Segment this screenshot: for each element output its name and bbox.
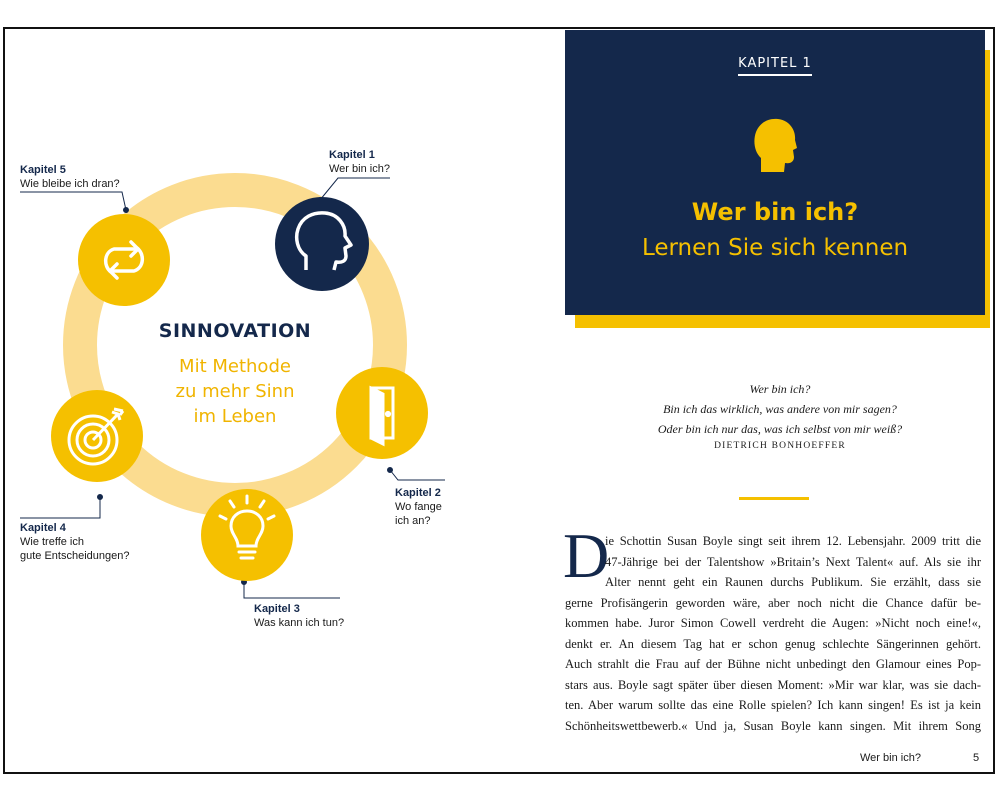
chapter-1-label <box>329 148 390 176</box>
chapter-4-label <box>20 521 129 563</box>
body-line: Alter nennt geht ein Raunen durchs Publikum. Sie erzählt, dass sie <box>605 575 981 589</box>
chapter-5-node <box>78 214 170 306</box>
chapter-1-number: Kapitel 1 <box>329 149 375 161</box>
epigraph-line-3: Oder bin ich nur das, was ich selbst von mir weiß? <box>657 422 903 436</box>
chapter-4-question-line-2: gute Entscheidungen? <box>20 550 130 562</box>
chapter-1-node <box>275 197 369 291</box>
chapter-4-node <box>51 390 143 482</box>
chapter-banner <box>565 30 985 315</box>
chapter-5-question: Wie bleibe ich dran? <box>20 178 120 190</box>
section-divider <box>739 497 809 500</box>
chapter-subtitle: Lernen Sie sich kennen <box>641 235 909 261</box>
chapter-4-question-line-1: Wie treffe ich <box>20 536 84 548</box>
head-profile-icon <box>753 118 797 172</box>
chapter-2-number: Kapitel 2 <box>395 487 441 499</box>
drop-cap: D <box>563 520 610 591</box>
body-line: ten. Aber warum sollte das eine Rolle spielen? Ich kann singen! Es ist ja kein <box>565 698 981 712</box>
body-line: Auch strahlt die Frau auf der Bühne nicht unbedingt den Glamour eines Pop- <box>565 657 981 671</box>
chapter-2-label <box>395 486 442 528</box>
body-line: Schönheitswettbewerb.« Und ja, Susan Boyle kann singen. Mit ihrem Song <box>565 718 981 733</box>
diagram-center-subtitle: Mit Methode zu mehr Sinn im Leben <box>175 356 295 427</box>
chapter-5-circle <box>78 214 170 306</box>
chapter-5-number: Kapitel 5 <box>20 164 66 176</box>
body-line: denkt er. An diesem Tag hat er schon genug schlechte Sängerinnen gehört. <box>565 636 981 651</box>
body-line: gerne Profisängerin geworden wäre, aber noch nicht die Chance dafür be- <box>565 595 981 610</box>
chapter-1-circle <box>275 197 369 291</box>
chapter-2-question-line-1: Wo fange <box>395 501 442 513</box>
chapter-3-question: Was kann ich tun? <box>254 617 345 629</box>
chapter-kicker-text: KAPITEL 1 <box>738 56 812 76</box>
page-number: 5 <box>973 752 980 764</box>
running-footer-title: Wer bin ich? <box>860 752 921 764</box>
epigraph-author: DIETRICH BONHOEFFER <box>714 441 846 451</box>
chapter-4-number: Kapitel 4 <box>20 522 66 534</box>
epigraph-line-1: Wer bin ich? <box>749 382 811 396</box>
body-line: stars aus. Boyle sagt später über diesen Moment: »Mir war klar, was sie dach- <box>565 677 981 692</box>
body-line: kommen habe. Juror Simon Cowell verdreht die Augen: »Nicht noch eine!«, <box>565 616 981 630</box>
body-paragraph <box>565 531 981 736</box>
chapter-kicker <box>565 56 985 71</box>
chapter-3-node <box>201 489 293 581</box>
chapter-3-label <box>254 602 344 630</box>
epigraph-quote <box>580 379 980 439</box>
chapter-1-question: Wer bin ich? <box>329 163 390 175</box>
body-line: 47-Jährige bei der Talentshow »Britain’s Next Talent« auf. Als sie ihr <box>605 554 981 569</box>
chapter-title: Wer bin ich? <box>691 198 859 226</box>
chapter-2-node <box>336 367 428 459</box>
chapter-5-label <box>20 163 120 191</box>
chapter-2-question-line-2: ich an? <box>395 515 431 527</box>
chapter-3-number: Kapitel 3 <box>254 603 300 615</box>
body-line: ie Schottin Susan Boyle singt seit ihrem 12. Lebensjahr. 2009 tritt die <box>605 534 981 548</box>
epigraph-line-2: Bin ich das wirklich, was andere von mir sagen? <box>663 402 897 416</box>
diagram-center-title: SINNOVATION <box>158 320 312 342</box>
